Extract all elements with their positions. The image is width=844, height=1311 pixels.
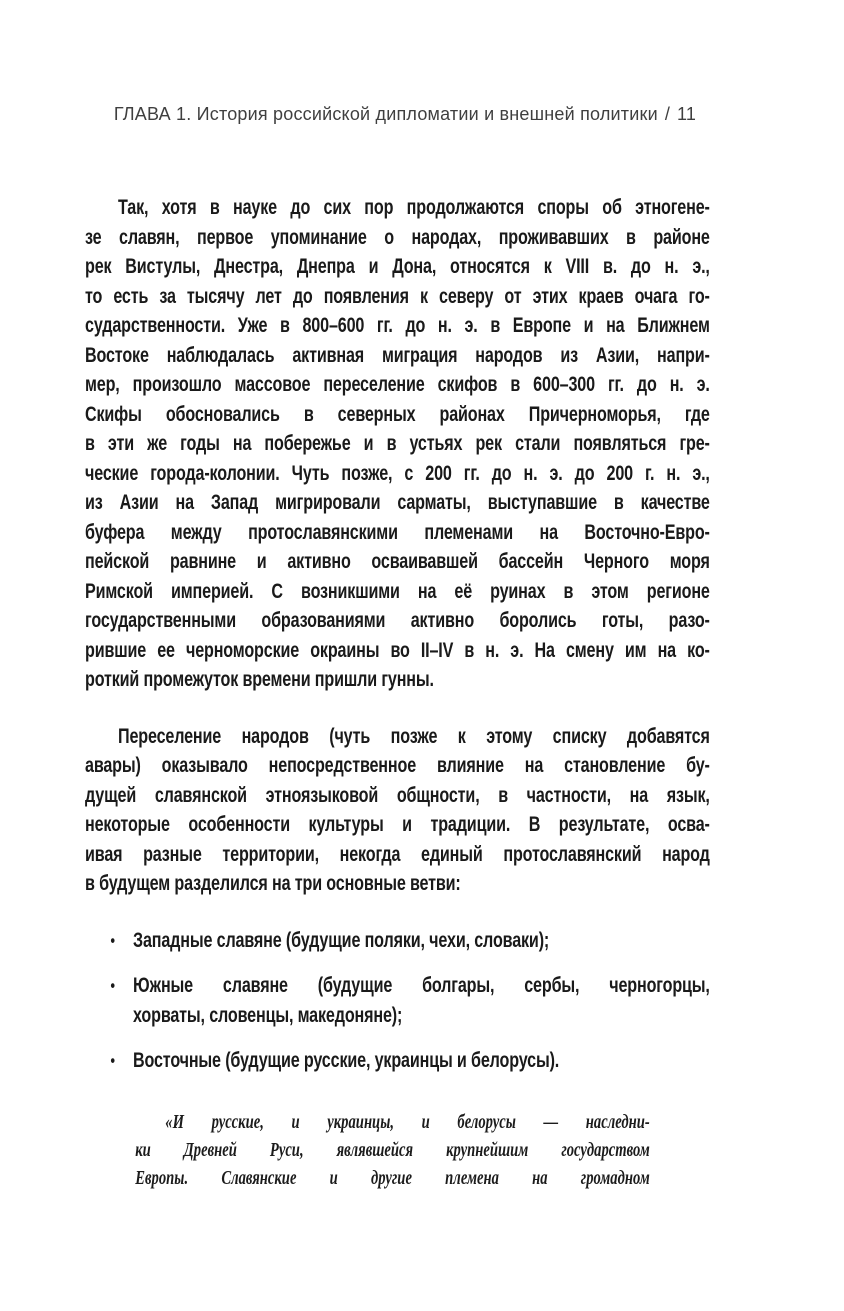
body-line: роткий промежуток времени пришли гунны. — [85, 667, 434, 691]
quote-line: ки Древней Руси, являвшейся крупнейшим государством — [135, 1139, 650, 1161]
body-line: ческие города-колонии. Чуть позже, с 200 гг. до н. э. до 200 г. н. э., — [85, 460, 710, 485]
header-separator: / — [664, 104, 671, 124]
body-line: Востоке наблюдалась активная миграция народов из Азии, напри- — [85, 342, 710, 367]
body-line: в будущем разделился на три основные ветви: — [85, 871, 461, 895]
paragraph-ethnogenesis — [85, 193, 710, 695]
page-body — [85, 193, 710, 1193]
bullet-icon: • — [110, 976, 115, 995]
list-item-text — [133, 1046, 710, 1076]
body-line: дущей славянской этноязыковой общности, в частности, на язык, — [85, 782, 710, 807]
page-header — [85, 103, 725, 125]
body-line: зе славян, первое упоминание о народах, проживавших в районе — [85, 224, 710, 249]
quote-block — [135, 1109, 650, 1193]
body-line: мер, произошло массовое переселение скифов в 600–300 гг. до н. э. — [85, 372, 710, 396]
slavic-branches-list — [85, 926, 710, 1076]
body-line: Так, хотя в науке до сих пор продолжаются споры об этногене- — [118, 195, 710, 219]
body-line: из Азии на Запад мигрировали сарматы, выступавшие в качестве — [85, 490, 710, 514]
body-line: ивая разные территории, некогда единый протославянский народ — [85, 841, 710, 866]
paragraph-migration — [85, 722, 710, 899]
bullet-icon: • — [110, 930, 115, 950]
page-number: 11 — [677, 104, 697, 124]
body-line: Переселение народов (чуть позже к этому списку добавятся — [118, 723, 710, 748]
body-line: Скифы обосновались в северных районах Причерноморья, где — [85, 401, 710, 426]
body-line: рившие ее черноморские окраины во II–IV в н. э. На смену им на ко- — [85, 637, 710, 662]
body-line: государственными образованиями активно боролись готы, разо- — [85, 608, 710, 632]
body-line: авары) оказывало непосредственное влияние на становление бу- — [85, 753, 710, 777]
list-item-eastern-slavs — [85, 1046, 710, 1076]
body-line: рек Вистулы, Днестра, Днепра и Дона, относятся к VIII в. до н. э., — [85, 254, 710, 278]
body-line: сударственности. Уже в 800–600 гг. до н. э. в Европе и на Ближнем — [85, 313, 710, 337]
list-line: Западные славяне (будущие поляки, чехи, словаки); — [133, 927, 550, 952]
list-item-southern-slavs — [85, 971, 710, 1030]
list-item-western-slavs — [85, 926, 710, 956]
list-item-text — [133, 926, 710, 956]
quote-line: «И русские, и украинцы, и белорусы — наследни- — [165, 1111, 650, 1133]
list-item-text — [133, 971, 710, 1030]
body-line: в эти же годы на побережье и в устьях рек стали появляться гре- — [85, 431, 710, 455]
body-line: Римской империей. С возникшими на её руинах в этом регионе — [85, 578, 710, 603]
body-line: буфера между протославянскими племенами на Восточно-Евро- — [85, 519, 710, 544]
list-line: Южные славяне (будущие болгары, сербы, черногорцы, — [133, 973, 710, 997]
list-line: хорваты, словенцы, македоняне); — [133, 1002, 403, 1027]
list-line: Восточные (будущие русские, украинцы и белорусы). — [133, 1048, 560, 1072]
body-line: некоторые особенности культуры и традиции. В результате, осва- — [85, 812, 710, 836]
body-line: пейской равнине и активно осваивавшей бассейн Черного моря — [85, 549, 710, 573]
body-line: то есть за тысячу лет до появления к северу от этих краев очага го- — [85, 283, 710, 308]
bullet-icon: • — [110, 1051, 115, 1070]
chapter-title: ГЛАВА 1. История российской дипломатии и внешней политики — [113, 104, 658, 124]
quote-line: Европы. Славянские и другие племена на громадном — [135, 1167, 650, 1189]
